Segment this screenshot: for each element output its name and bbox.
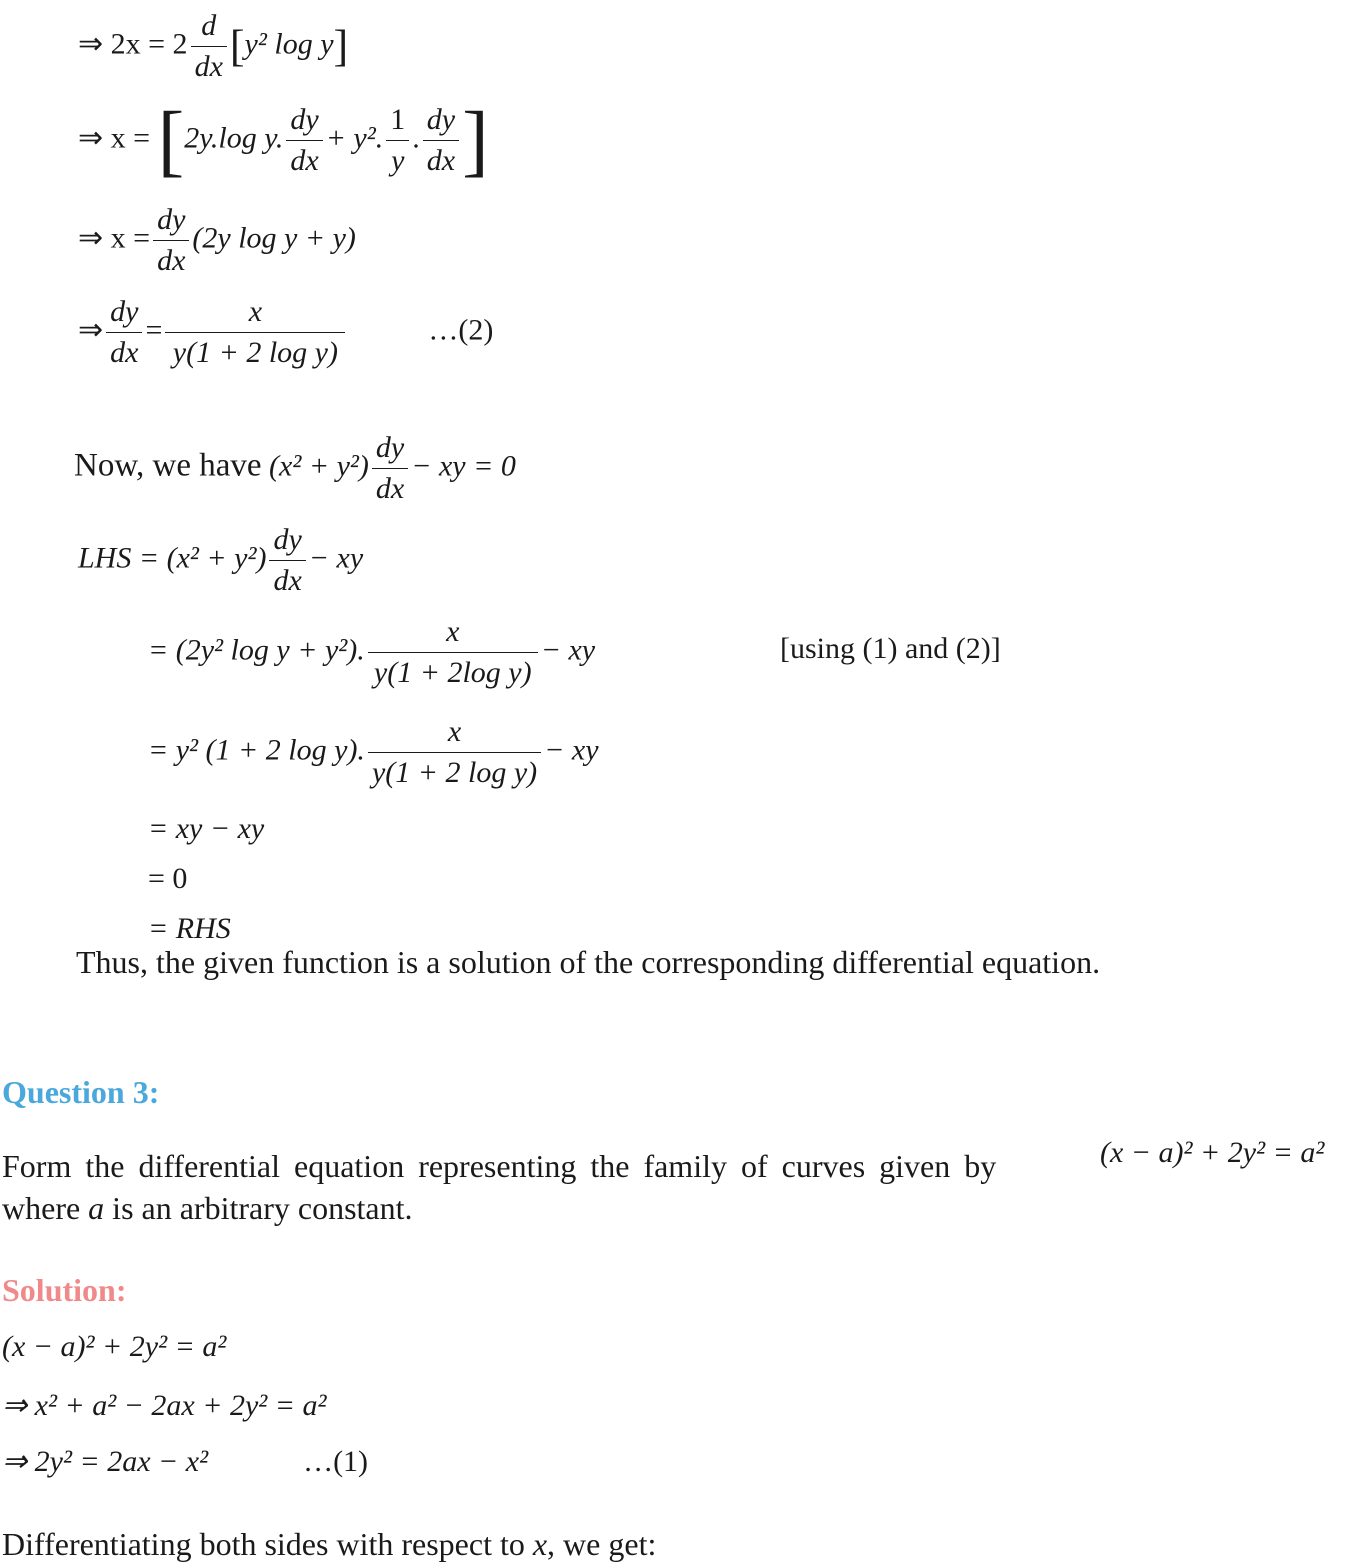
fraction-dy-dx: $\frac{dy}{dx}$ — [372, 428, 408, 509]
question-text-line-2: where a is an arbitrary constant. — [2, 1190, 413, 1226]
solution-line-2: ⇒ x² + a² − 2ax + 2y² = a² — [2, 1389, 327, 1422]
now-we-have-line: Now, we have (x² + y²) $\frac{dy}{dx}$ − xy = 0 — [74, 428, 516, 509]
fraction-x-over-y: $\frac{x}{\text{y(1 + 2 log y)}}$ — [368, 712, 541, 793]
fraction-dy-dx: $\frac{dy}{dx}$ — [106, 292, 142, 373]
solution-line-1: (x − a)² + 2y² = a² — [2, 1330, 227, 1363]
proof-line-2: = (2y² log y + y²). $\frac{x}{\text{y(1 + 2log y)}}$ − xy — [148, 612, 595, 693]
fraction-d-dx: $\frac{d}{dx}$ — [191, 6, 227, 87]
solution-line-3: ⇒ 2y² = 2ax − x² …(1) — [2, 1445, 369, 1478]
final-text: Differentiating both sides with respect to x, we get: — [2, 1526, 657, 1562]
proof-line-6: = RHS — [148, 912, 231, 945]
fraction-x-over-y: $\frac{x}{\text{y(1 + 2log y)}}$ — [368, 612, 538, 693]
proof-line-3: = y² (1 + 2 log y). $\frac{x}{\text{y(1 + 2 log y)}}$ − xy — [148, 712, 599, 793]
fraction-1-y: $\frac{1}{y}$ — [386, 100, 409, 181]
proof-line-4: = xy − xy — [148, 812, 265, 845]
equation-lhs: ⇒ 2x = 2 — [78, 27, 188, 61]
question-heading: Question 3: — [2, 1074, 160, 1110]
equation-line-2: ⇒ x = [2y.log y. $\frac{dy}{dx}$ + y². $\frac{1}{y}$ . $\frac{dy}{dx}$ ] — [78, 96, 489, 185]
question-text-line-1: Form the differential equation representing the family of curves given by — [2, 1148, 997, 1184]
equation-line-1: ⇒ 2x = 2 $\frac{d}{dx}$ [y² log y] — [78, 6, 348, 87]
fraction-dy-dx: $\frac{dy}{dx}$ — [153, 200, 189, 281]
fraction-dy-dx: $\frac{dy}{dx}$ — [269, 520, 305, 601]
proof-line-1: LHS = (x² + y²) $\frac{dy}{dx}$ − xy — [78, 520, 363, 601]
conclusion-text: Thus, the given function is a solution of the corresponding differential equation. — [76, 944, 1101, 980]
equation-tag: …(2) — [428, 313, 494, 347]
equation-tag: …(1) — [303, 1445, 369, 1478]
equation-line-4: ⇒ $\frac{dy}{dx}$ = $\frac{x}{\text{y(1 + 2 log y)}}$ …(2) — [78, 292, 493, 373]
solution-heading: Solution: — [2, 1272, 127, 1308]
question-equation: (x − a)² + 2y² = a² — [1100, 1136, 1325, 1169]
fraction-dy-dx: $\frac{dy}{dx}$ — [286, 100, 322, 181]
using-note: [using (1) and (2)] — [780, 632, 1001, 665]
fraction-dy-dx-2: $\frac{dy}{dx}$ — [423, 100, 459, 181]
equation-line-3: ⇒ x = $\frac{dy}{dx}$ (2y log y + y) — [78, 200, 356, 281]
proof-line-5: = 0 — [148, 862, 188, 895]
fraction-x-over-y: $\frac{x}{\text{y(1 + 2 log y)}}$ — [165, 292, 345, 373]
